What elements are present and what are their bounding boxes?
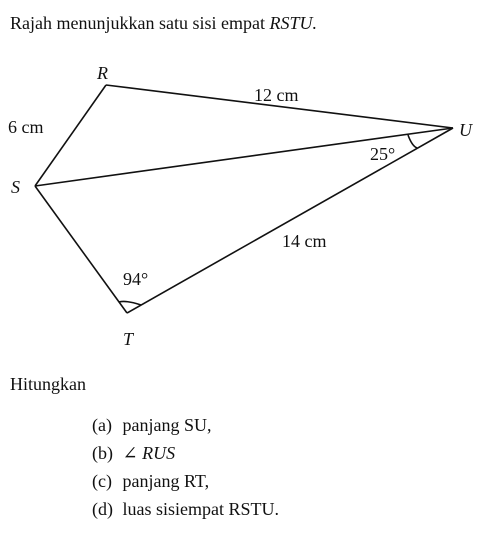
length-label-tu: 14 cm <box>282 231 327 251</box>
edge-rs <box>35 85 106 186</box>
question-c <box>92 470 279 498</box>
question-list <box>92 414 279 526</box>
question-text: panjang SU, <box>122 415 212 435</box>
quadrilateral-edges <box>35 85 453 313</box>
intro-shape-name: RSTU. <box>269 13 317 33</box>
vertex-label-s: S <box>11 177 20 197</box>
vertex-label-u: U <box>459 120 472 140</box>
question-label: (c) <box>92 471 112 491</box>
angle-label-t: 94° <box>123 269 149 289</box>
angle-symbol: ∠ <box>122 443 138 463</box>
intro-sentence: Rajah menunjukkan satu sisi empat <box>10 13 265 33</box>
angle-label-u: 25° <box>370 144 396 164</box>
question-text: RUS <box>142 443 176 463</box>
prompt-text: Hitungkan <box>10 374 86 394</box>
question-b <box>92 442 279 470</box>
question-text: luas sisiempat RSTU. <box>122 499 279 519</box>
edge-st <box>35 186 127 313</box>
length-label-rs: 6 cm <box>8 117 44 137</box>
angle-arc-t <box>119 301 141 305</box>
question-label: (a) <box>92 415 112 435</box>
length-label-ru: 12 cm <box>254 85 299 105</box>
vertex-label-r: R <box>97 63 108 83</box>
question-d <box>92 498 279 526</box>
angle-arc-u <box>408 135 417 148</box>
question-a <box>92 414 279 442</box>
question-text: panjang RT, <box>122 471 210 491</box>
question-label: (d) <box>92 499 113 519</box>
edge-tu <box>127 128 453 313</box>
vertex-label-t: T <box>123 329 134 349</box>
question-label: (b) <box>92 443 113 463</box>
